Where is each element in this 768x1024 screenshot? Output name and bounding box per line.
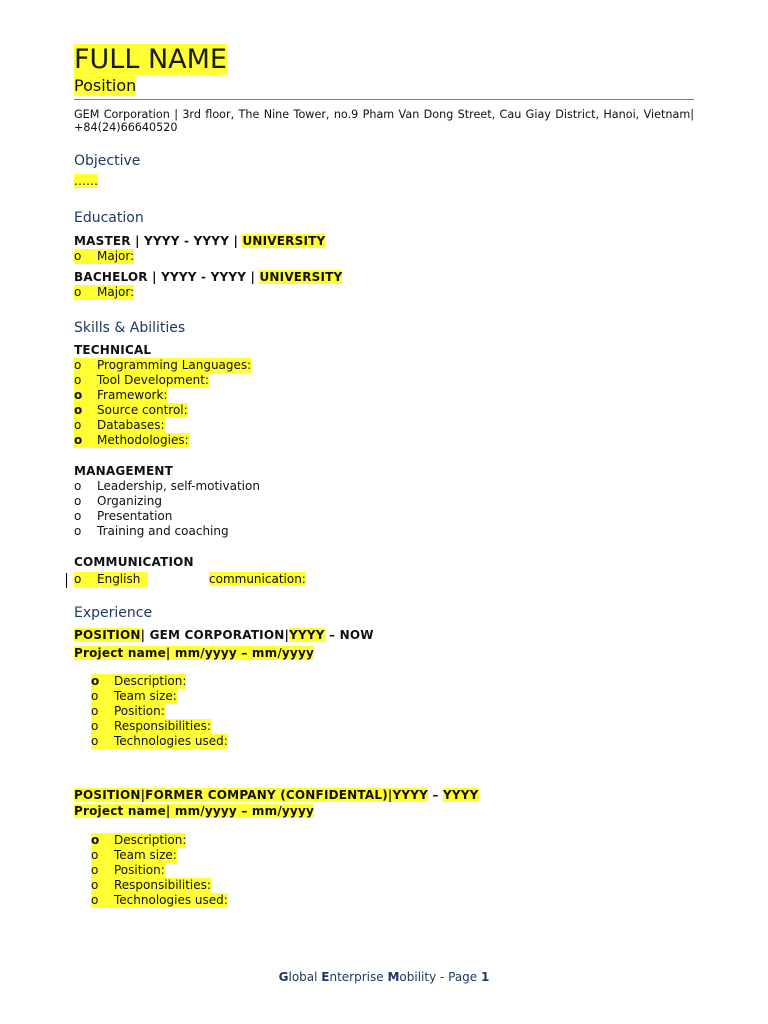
list-item: o Presentation — [74, 509, 173, 523]
section-objective: Objective — [74, 153, 141, 169]
section-skills: Skills & Abilities — [74, 320, 186, 336]
technical-list — [74, 358, 694, 448]
text-cursor — [66, 573, 67, 588]
page-footer: Global Enterprise Mobility - Page 1 — [278, 970, 490, 984]
skills-technical-title: TECHNICAL — [74, 343, 152, 357]
full-name: FULL NAME — [74, 44, 227, 75]
list-item: o Technologies used: — [91, 734, 228, 748]
job-heading: POSITION|FORMER COMPANY (CONFIDENTAL)|YYYY – YYYY — [74, 788, 479, 802]
list-item: o Databases: — [74, 418, 165, 432]
job-heading: POSITION| GEM CORPORATION|YYYY – NOW — [74, 628, 374, 642]
list-item: o Source control: — [74, 403, 188, 417]
education-entry-master — [74, 233, 694, 249]
management-list — [74, 479, 694, 539]
list-item: o Description: — [91, 674, 187, 688]
list-item: o Tool Development: — [74, 373, 209, 387]
list-item: o Organizing — [74, 494, 162, 508]
education-school: UNIVERSITY — [242, 234, 326, 248]
communication-item: o English communication: — [74, 572, 306, 586]
project-name: Project name| mm/yyyy – mm/yyyy — [74, 646, 314, 660]
resume-page — [74, 44, 694, 908]
list-item: o Methodologies: — [74, 433, 189, 447]
list-item: o Responsibilities: — [91, 719, 211, 733]
list-item: o Programming Languages: — [74, 358, 252, 372]
education-school: UNIVERSITY — [259, 270, 343, 284]
list-item: o Leadership, self-motivation — [74, 479, 260, 493]
education-entry-bachelor — [74, 269, 694, 285]
education-major: o Major: — [74, 285, 135, 299]
list-item: o Framework: — [74, 388, 168, 402]
list-item: o Technologies used: — [91, 893, 228, 907]
position-title: Position — [74, 76, 137, 95]
project-name: Project name| mm/yyyy – mm/yyyy — [74, 804, 314, 818]
list-item: o Position: — [91, 863, 165, 877]
objective-text: …… — [74, 174, 98, 188]
address-line: GEM Corporation | 3rd floor, The Nine Tower, no.9 Pham Van Dong Street, Cau Giay District, Hanoi, Vietnam| +84(24)66640520 — [74, 108, 694, 134]
list-item: o Team size: — [91, 689, 177, 703]
education-degree: MASTER | YYYY - YYYY | — [74, 234, 243, 248]
list-item: o Training and coaching — [74, 524, 229, 538]
page-number: 1 — [481, 970, 490, 984]
education-degree: BACHELOR | YYYY - YYYY | — [74, 270, 260, 284]
job-details-list — [74, 833, 694, 908]
skills-communication-title: COMMUNICATION — [74, 555, 194, 569]
section-experience: Experience — [74, 605, 153, 621]
education-major: o Major: — [74, 249, 135, 263]
header-divider — [74, 99, 694, 100]
list-item: o Responsibilities: — [91, 878, 211, 892]
skills-management-title: MANAGEMENT — [74, 464, 173, 478]
list-item: o Description: — [91, 833, 187, 847]
job-details-list — [74, 674, 694, 749]
section-education: Education — [74, 210, 144, 226]
list-item: o Team size: — [91, 848, 177, 862]
list-item: o Position: — [91, 704, 165, 718]
